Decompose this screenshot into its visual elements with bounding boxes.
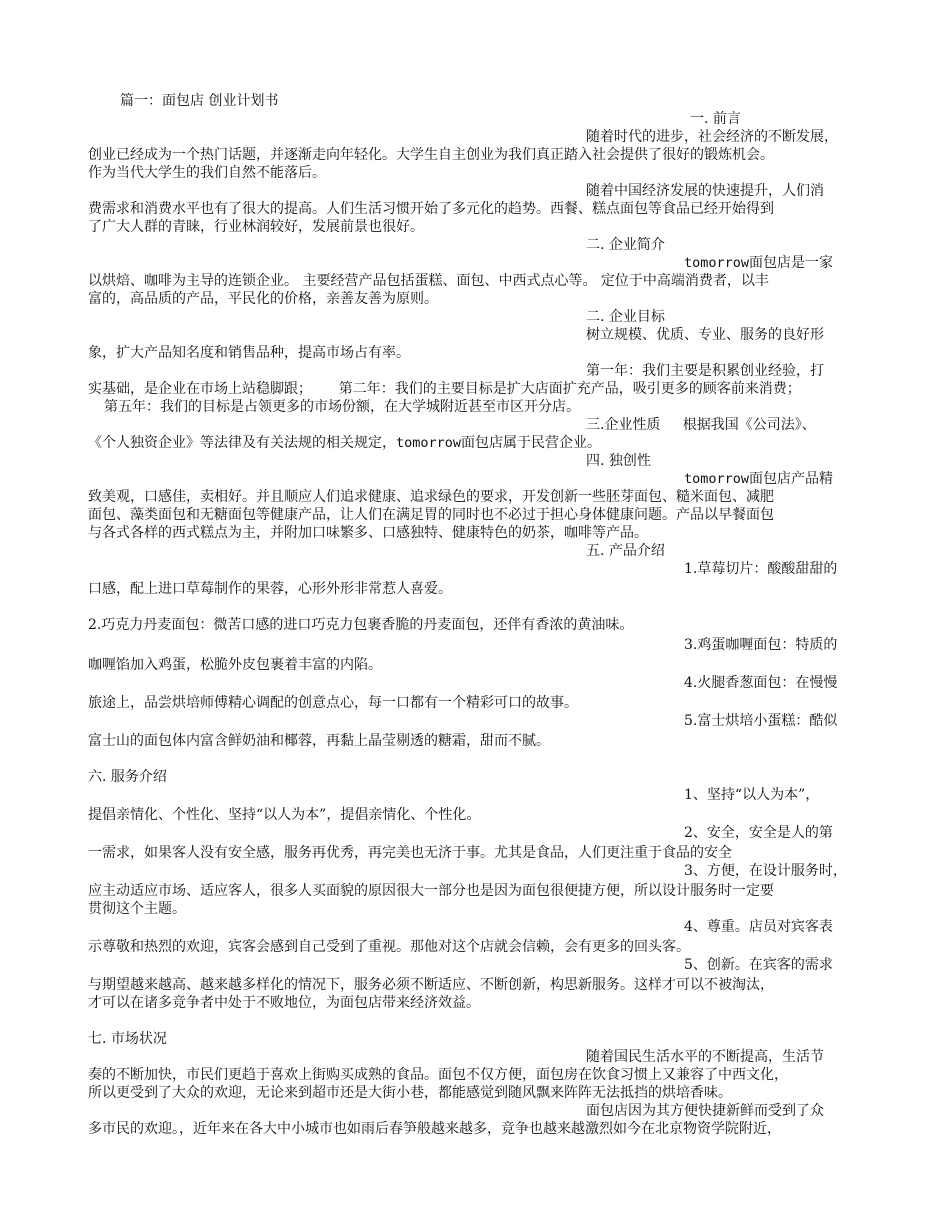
paragraph-line: 第一年：我们主要是积累创业经验，打 — [586, 363, 824, 379]
paragraph-line — [88, 434, 601, 452]
paragraph-line: 象，扩大产品知名度和销售品种，提高市场占有率。 — [88, 345, 410, 361]
section-heading-originality: 四. 独创性 — [586, 453, 651, 469]
section-heading-preface: 一. 前言 — [690, 111, 741, 127]
brand-name: tomorrow — [684, 471, 750, 487]
section-heading-market: 七. 市场状况 — [88, 1031, 167, 1047]
section-heading-nature: 三.企业性质 根据我国《公司法》、 — [586, 417, 816, 433]
section-heading-products: 五. 产品介绍 — [586, 543, 665, 559]
list-item: 3.鸡蛋咖喱面包：特质的 — [684, 637, 838, 653]
paragraph-line: 应主动适应市场、适应客人，很多人买面貌的原因很大一部分也是因为面包很便捷方便，所以设计服务时一定要 — [88, 883, 774, 899]
paragraph-line: 咖喱馅加入鸡蛋，松脆外皮包裹着丰富的内陷。 — [88, 657, 382, 673]
paragraph-line: 示尊敬和热烈的欢迎，宾客会感到自己受到了重视。那他对这个店就会信赖，会有更多的回头客。 — [88, 939, 690, 955]
section-heading-service: 六. 服务介绍 — [88, 769, 167, 785]
list-item: 5、创新。在宾客的需求 — [684, 957, 833, 973]
list-item: 2、安全，安全是人的第 — [684, 825, 833, 841]
list-item: 5.富士烘培小蛋糕：酷似 — [684, 713, 838, 729]
paragraph-line: 致美观，口感佳，卖相好。并且顺应人们追求健康、追求绿色的要求，开发创新一些胚芽面包、糙米面包、减肥 — [88, 489, 774, 505]
paragraph-line: 所以更受到了大众的欢迎，无论来到超市还是大街小巷，都能感觉到随风飘来阵阵无法抵挡的烘培香味。 — [88, 1085, 732, 1101]
list-item: 3、方便，在设计服务时， — [684, 863, 847, 879]
paragraph-text: 面包店是一家 — [749, 255, 834, 271]
paragraph-line: 随着时代的进步，社会经济的不断发展， — [586, 129, 838, 145]
paragraph-line: 树立规模、优质、专业、服务的良好形 — [586, 327, 824, 343]
paragraph-line: 费需求和消费水平也有了很大的提高。人们生活习惯开始了多元化的趋势。西餐、糕点面包等食品已经开始得到 — [88, 201, 774, 217]
paragraph-line: 创业已经成为一个热门话题，并逐渐走向年轻化。大学生自主创业为我们真正踏入社会提供了很好的锻炼机会。 — [88, 147, 774, 163]
paragraph-line: 面包店因为其方便快捷新鲜而受到了众 — [586, 1103, 824, 1119]
paragraph-text: 面包店产品精 — [749, 471, 834, 487]
paragraph-line: 与各式各样的西式糕点为主，并附加口味繁多、口感独特、健康特色的奶茶，咖啡等产品。 — [88, 525, 648, 541]
brand-name: tomorrow — [396, 435, 462, 451]
paragraph-text: 《个人独资企业》等法律及有关法规的相关规定， — [88, 435, 396, 451]
paragraph-line: 提倡亲情化、个性化、坚持“以人为本”，提倡亲情化、个性化。 — [88, 807, 481, 823]
list-item: 2.巧克力丹麦面包：微苦口感的进口巧克力包裹香脆的丹麦面包，还伴有香浓的黄油味。 — [88, 617, 634, 633]
paragraph-line: 实基础，是企业在市场上站稳脚跟； 第二年：我们的主要目标是扩大店面扩充产品，吸引更多的顾客前来消费； — [88, 381, 801, 397]
section-heading-company: 二. 企业简介 — [586, 237, 665, 253]
paragraph-line — [684, 254, 833, 272]
document-title: 篇一：面包店 创业计划书 — [120, 93, 279, 109]
paragraph-line: 一需求，如果客人没有安全感，服务再优秀，再完美也无济于事。尤其是食品，人们更注重于食品的安全 — [88, 845, 732, 861]
list-item: 4、尊重。店员对宾客表 — [684, 919, 833, 935]
paragraph-line — [684, 470, 833, 488]
paragraph-text: 面包店属于民营企业。 — [461, 435, 602, 451]
paragraph-line: 以烘焙、咖啡为主导的连锁企业。 主要经营产品包括蛋糕、面包、中西式点心等。 定位于中高端消费者，以丰 — [88, 273, 769, 289]
paragraph-line: 贯彻这个主题。 — [88, 901, 186, 917]
paragraph-line: 作为当代大学生的我们自然不能落后。 — [88, 165, 326, 181]
brand-name: tomorrow — [684, 255, 750, 271]
paragraph-line: 才可以在诸多竞争者中处于不败地位，为面包店带来经济效益。 — [88, 995, 480, 1011]
paragraph-line: 随着中国经济发展的快速提升，人们消 — [586, 183, 824, 199]
paragraph-line: 面包、藻类面包和无糖面包等健康产品，让人们在满足胃的同时也不必过于担心身体健康问题。产品以早餐面包 — [88, 507, 774, 523]
paragraph-line: 与期望越来越高、越来越多样化的情况下，服务必须不断适应、不断创新，构思新服务。这样才可以不被淘汰， — [88, 977, 774, 993]
paragraph-line: 多市民的欢迎。，近年来在各大中小城市也如雨后春笋般越来越多，竞争也越来越激烈如今在北京物资学院附近， — [88, 1121, 781, 1137]
list-item: 1、坚持“以人为本”， — [684, 787, 820, 803]
paragraph-line: 富的，高品质的产品，平民化的价格，亲善友善为原则。 — [88, 291, 438, 307]
paragraph-line: 奏的不断加快，市民们更趋于喜欢上街购买成熟的食品。面包不仅方便，面包房在饮食习惯上又兼容了中西文化， — [88, 1067, 788, 1083]
list-item: 1.草莓切片：酸酸甜甜的 — [684, 561, 838, 577]
paragraph-line: 了广大人群的青睐，行业林润较好，发展前景也很好。 — [88, 219, 424, 235]
section-heading-goals: 二. 企业目标 — [586, 309, 665, 325]
paragraph-line: 旅途上，品尝烘培师傅精心调配的创意点心，每一口都有一个精彩可口的故事。 — [88, 695, 578, 711]
paragraph-line: 口感，配上进口草莓制作的果蓉，心形外形非常惹人喜爱。 — [88, 581, 452, 597]
paragraph-line: 第五年：我们的目标是占领更多的市场份额，在大学城附近甚至市区开分店。 — [104, 399, 580, 415]
list-item: 4.火腿香葱面包：在慢慢 — [684, 675, 838, 691]
paragraph-line: 富士山的面包体内富含鲜奶油和椰蓉，再黏上晶莹剔透的糖霜，甜而不腻。 — [88, 733, 550, 749]
paragraph-line: 随着国民生活水平的不断提高，生活节 — [586, 1049, 824, 1065]
